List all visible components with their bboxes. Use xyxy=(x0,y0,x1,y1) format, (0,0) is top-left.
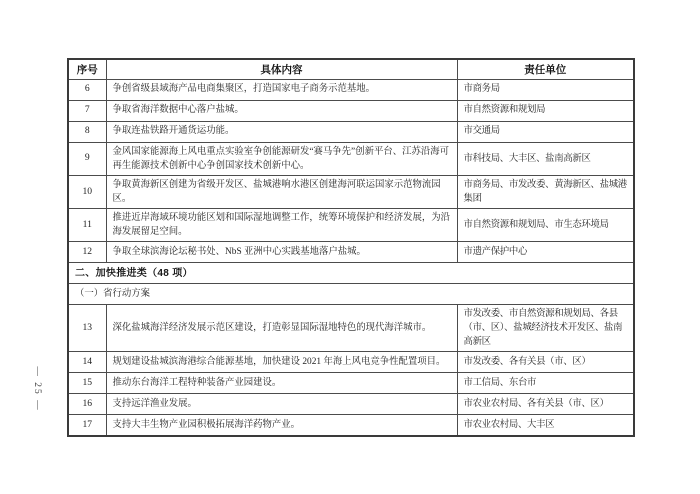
table-body xyxy=(68,79,634,436)
row-unit-cell: 市商务局 xyxy=(457,79,634,100)
table-row xyxy=(68,79,634,100)
row-content-cell: 争取全球滨海论坛秘书处、NbS 亚洲中心实践基地落户盐城。 xyxy=(106,242,457,263)
row-number-cell: 7 xyxy=(68,100,106,121)
row-unit-cell: 市农业农村局、各有关县（市、区） xyxy=(457,394,634,415)
row-number-cell: 9 xyxy=(68,142,106,175)
table-row xyxy=(68,305,634,352)
table-row xyxy=(68,415,634,436)
row-number-cell: 8 xyxy=(68,121,106,142)
row-unit-cell: 市遗产保护中心 xyxy=(457,242,634,263)
column-header-content: 具体内容 xyxy=(106,59,457,79)
table-row xyxy=(68,121,634,142)
table-row xyxy=(68,352,634,373)
row-unit-cell: 市自然资源和规划局 xyxy=(457,100,634,121)
row-number-cell: 14 xyxy=(68,352,106,373)
table-row xyxy=(68,242,634,263)
row-unit-cell: 市商务局、市发改委、黄海新区、盐城港集团 xyxy=(457,175,634,208)
column-header-unit: 责任单位 xyxy=(457,59,634,79)
section-row xyxy=(68,284,634,305)
page-number: — 25 — xyxy=(32,366,42,412)
row-number-cell: 13 xyxy=(68,305,106,352)
row-content-cell: 金风国家能源海上风电重点实验室争创能源研发“赛马争先”创新平台、江苏沿海可再生能源技术创新中心争创国家技术创新中心。 xyxy=(106,142,457,175)
row-content-cell: 争创省级县域海产品电商集聚区，打造国家电子商务示范基地。 xyxy=(106,79,457,100)
section-row xyxy=(68,263,634,284)
row-number-cell: 17 xyxy=(68,415,106,436)
section-label: （一）省行动方案 xyxy=(68,284,634,305)
row-unit-cell: 市发改委、各有关县（市、区） xyxy=(457,352,634,373)
row-unit-cell: 市交通局 xyxy=(457,121,634,142)
row-content-cell: 推进近岸海域环境功能区划和国际湿地调整工作，统筹环境保护和经济发展，为沿海发展留足空间。 xyxy=(106,208,457,241)
row-number-cell: 12 xyxy=(68,242,106,263)
row-unit-cell: 市自然资源和规划局、市生态环境局 xyxy=(457,208,634,241)
row-unit-cell: 市科技局、大丰区、盐南高新区 xyxy=(457,142,634,175)
column-header-no: 序号 xyxy=(68,59,106,79)
section-label: 二、加快推进类（48 项） xyxy=(68,263,634,284)
table-header-row xyxy=(68,59,634,79)
row-number-cell: 16 xyxy=(68,394,106,415)
row-content-cell: 争取黄海新区创建为省级开发区、盐城港响水港区创建海河联运国家示范物流园区。 xyxy=(106,175,457,208)
row-content-cell: 支持大丰生物产业园积极拓展海洋药物产业。 xyxy=(106,415,457,436)
row-unit-cell: 市发改委、市自然资源和规划局、各县（市、区）、盐城经济技术开发区、盐南高新区 xyxy=(457,305,634,352)
table-row xyxy=(68,208,634,241)
table-row xyxy=(68,100,634,121)
row-number-cell: 6 xyxy=(68,79,106,100)
row-content-cell: 深化盐城海洋经济发展示范区建设，打造彰显国际湿地特色的现代海洋城市。 xyxy=(106,305,457,352)
table-row xyxy=(68,175,634,208)
table-row xyxy=(68,142,634,175)
row-number-cell: 15 xyxy=(68,373,106,394)
row-content-cell: 争取连盐铁路开通货运功能。 xyxy=(106,121,457,142)
table-row xyxy=(68,373,634,394)
action-items-table xyxy=(67,58,635,437)
row-number-cell: 11 xyxy=(68,208,106,241)
row-unit-cell: 市农业农村局、大丰区 xyxy=(457,415,634,436)
row-unit-cell: 市工信局、东台市 xyxy=(457,373,634,394)
table-row xyxy=(68,394,634,415)
row-content-cell: 推动东台海洋工程特种装备产业园建设。 xyxy=(106,373,457,394)
row-content-cell: 支持远洋渔业发展。 xyxy=(106,394,457,415)
row-content-cell: 规划建设盐城滨海港综合能源基地，加快建设 2021 年海上风电竞争性配置项目。 xyxy=(106,352,457,373)
row-content-cell: 争取省海洋数据中心落户盐城。 xyxy=(106,100,457,121)
row-number-cell: 10 xyxy=(68,175,106,208)
